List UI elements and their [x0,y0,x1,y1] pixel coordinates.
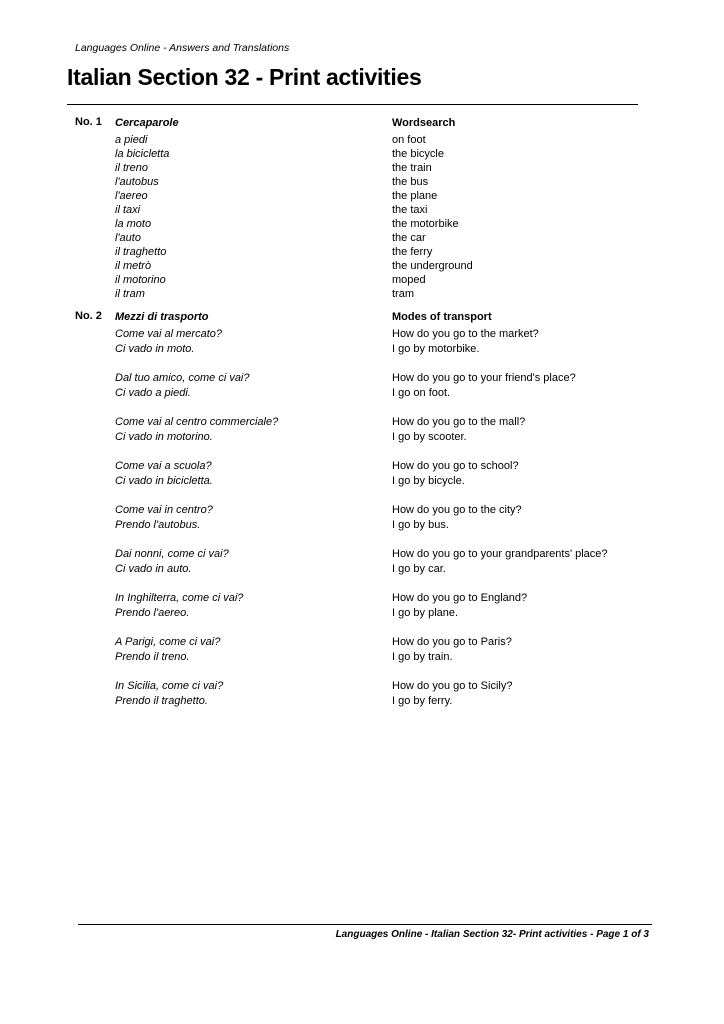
title-divider [67,104,638,105]
vocab-english: the ferry [392,246,433,258]
dialogue-pair-english [392,635,608,679]
vocab-italian: la bicicletta [115,148,170,160]
dialogue-pair-italian [115,591,278,635]
dialogue-pair-italian [115,371,278,415]
answer-italian: Ci vado in motorino. [115,430,213,443]
english-column [392,116,473,301]
vocab-english: the car [392,232,426,244]
section-number: No. 2 [75,310,102,322]
dialogue-pair-italian [115,547,278,591]
question-english: How do you go to your grandparents' place? [392,548,608,560]
vocab-italian: l'autobus [115,176,159,188]
italian-column [115,116,179,301]
question-english: How do you go to the market? [392,328,539,340]
answer-english: I go by car. [392,562,446,575]
dialogue-pair-english [392,503,608,547]
section-number: No. 1 [75,116,102,128]
dialogue-pair-italian [115,415,278,459]
vocab-italian: il treno [115,162,149,174]
english-column [392,310,608,723]
vocab-english: the motorbike [392,218,459,230]
vocab-english: the bus [392,176,429,188]
question-italian: In Sicilia, come ci vai? [115,680,224,692]
vocab-english: the plane [392,190,438,202]
vocab-italian: il metrò [115,260,152,272]
vocab-italian: l'aereo [115,190,148,202]
question-italian: Come vai al centro commerciale? [115,416,279,428]
question-italian: Dal tuo amico, come ci vai? [115,372,250,384]
section-heading-english: Modes of transport [392,311,492,323]
answer-english: I go by motorbike. [392,342,480,355]
vocab-english: tram [392,288,414,300]
italian-column [115,310,278,723]
answer-italian: Ci vado in bicicletta. [115,474,213,487]
dialogue-pair-italian [115,679,278,723]
vocab-italian: il traghetto [115,246,167,258]
dialogue-pair-english [392,679,608,723]
question-english: How do you go to your friend's place? [392,372,576,384]
answer-italian: Prendo l'autobus. [115,518,201,531]
question-english: How do you go to Paris? [392,636,512,648]
vocab-italian: la moto [115,218,152,230]
answer-english: I go by ferry. [392,694,453,707]
answer-italian: Ci vado a piedi. [115,386,191,399]
answer-italian: Ci vado in auto. [115,562,192,575]
question-italian: In Inghilterra, come ci vai? [115,592,244,604]
answer-english: I go by bicycle. [392,474,465,487]
question-english: How do you go to England? [392,592,528,604]
vocab-italian: il taxi [115,204,141,216]
section-heading-italian: Mezzi di trasporto [115,311,209,323]
vocab-italian: il motorino [115,274,166,286]
section-heading-english: Wordsearch [392,117,456,129]
dialogue-pair-italian [115,635,278,679]
vocab-english: the underground [392,260,473,272]
vocab-italian: l'auto [115,232,141,244]
vocab-english: on foot [392,134,426,146]
question-english: How do you go to Sicily? [392,680,513,692]
footer-divider [78,924,652,925]
question-italian: Come vai in centro? [115,504,213,516]
dialogue-pair-english [392,591,608,635]
answer-english: I go by bus. [392,518,449,531]
document-header: Languages Online - Answers and Translations [75,42,290,54]
answer-italian: Prendo l'aereo. [115,606,190,619]
answer-english: I go by train. [392,650,453,663]
question-italian: Dai nonni, come ci vai? [115,548,229,560]
vocab-english: the taxi [392,204,428,216]
answer-english: I go on foot. [392,386,451,399]
answer-italian: Prendo il treno. [115,650,190,663]
question-italian: Come vai al mercato? [115,328,222,340]
question-italian: A Parigi, come ci vai? [115,636,221,648]
answer-english: I go by plane. [392,606,459,619]
question-italian: Come vai a scuola? [115,460,212,472]
vocab-english: the bicycle [392,148,444,160]
answer-italian: Prendo il traghetto. [115,694,208,707]
dialogue-pair-english [392,327,608,371]
page-footer: Languages Online - Italian Section 32- Print activities - Page 1 of 3 [335,929,649,940]
vocab-italian: a piedi [115,134,148,146]
dialogue-pair-english [392,547,608,591]
dialogue-pair-english [392,459,608,503]
dialogue-pair-italian [115,503,278,547]
question-english: How do you go to the city? [392,504,522,516]
vocab-english: moped [392,274,426,286]
section-heading-italian: Cercaparole [115,117,179,129]
vocab-english: the train [392,162,432,174]
answer-italian: Ci vado in moto. [115,342,195,355]
dialogue-pair-italian [115,459,278,503]
dialogue-pair-english [392,415,608,459]
dialogue-pair-italian [115,327,278,371]
answer-english: I go by scooter. [392,430,467,443]
vocab-italian: il tram [115,288,145,300]
question-english: How do you go to school? [392,460,519,472]
question-english: How do you go to the mall? [392,416,526,428]
page-title: Italian Section 32 - Print activities [67,64,422,90]
dialogue-pair-english [392,371,608,415]
